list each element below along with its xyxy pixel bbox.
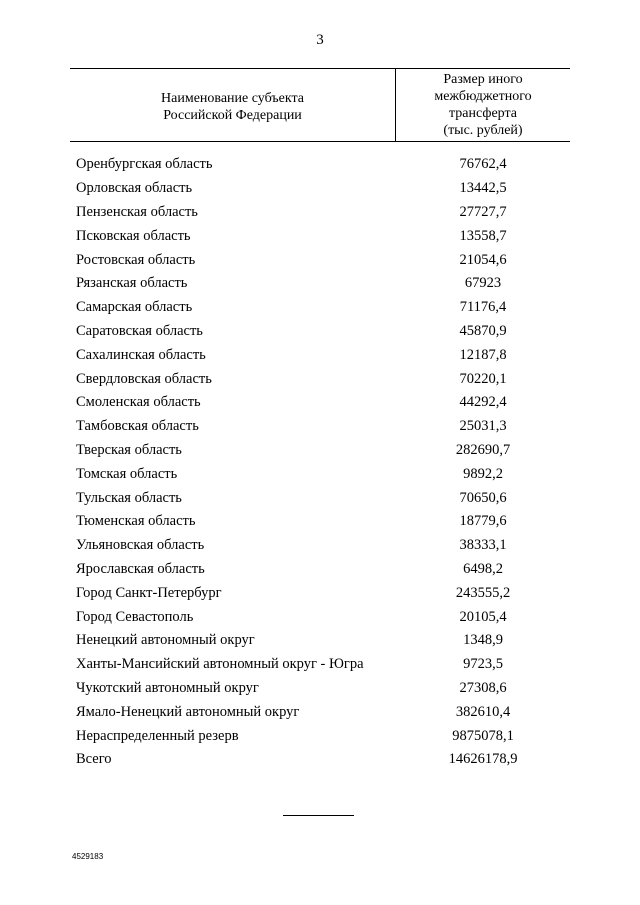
transfer-amount-cell: 9723,5 bbox=[463, 656, 503, 673]
transfer-amount-cell: 6498,2 bbox=[463, 560, 503, 577]
subject-name-cell: Ненецкий автономный округ bbox=[76, 632, 255, 649]
table-row bbox=[76, 653, 570, 677]
transfer-amount-cell: 12187,8 bbox=[459, 346, 507, 363]
transfer-amount-cell: 9875078,1 bbox=[452, 727, 514, 744]
subject-name-cell: Тамбовская область bbox=[76, 418, 199, 435]
subject-name-cell: Томская область bbox=[76, 465, 178, 482]
header-transfer-amount-line: (тыс. рублей) bbox=[443, 123, 523, 138]
table-row bbox=[76, 581, 570, 605]
header-transfer-amount bbox=[396, 69, 570, 141]
table-row bbox=[76, 248, 570, 272]
subject-name-cell: Всего bbox=[76, 751, 112, 768]
table-row bbox=[76, 177, 570, 201]
header-transfer-amount-line: Размер иного bbox=[443, 72, 523, 87]
subject-name-cell: Тверская область bbox=[76, 441, 182, 458]
table-row bbox=[76, 677, 570, 701]
transfer-amount-cell: 282690,7 bbox=[455, 441, 511, 458]
table-row bbox=[76, 296, 570, 320]
subject-name-cell: Псковская область bbox=[76, 227, 191, 244]
end-divider bbox=[283, 815, 354, 816]
page-number: 3 bbox=[316, 32, 324, 48]
table-header bbox=[70, 68, 570, 142]
transfer-amount-cell: 14626178,9 bbox=[448, 751, 518, 768]
transfer-amount-cell: 27308,6 bbox=[459, 679, 507, 696]
header-subject-name-line: Российской Федерации bbox=[163, 108, 302, 123]
subject-name-cell: Орловская область bbox=[76, 180, 193, 197]
header-subject-name bbox=[70, 69, 396, 141]
table-row bbox=[76, 534, 570, 558]
table-row bbox=[76, 320, 570, 344]
subject-name-cell: Ямало-Ненецкий автономный округ bbox=[76, 703, 300, 720]
table-row bbox=[76, 153, 570, 177]
subject-name-cell: Рязанская область bbox=[76, 275, 188, 292]
transfer-amount-cell: 38333,1 bbox=[459, 537, 507, 554]
transfer-amount-cell: 9892,2 bbox=[463, 465, 503, 482]
transfer-amount-cell: 382610,4 bbox=[455, 703, 511, 720]
subject-name-cell: Чукотский автономный округ bbox=[76, 679, 259, 696]
subject-name-cell: Тюменская область bbox=[76, 513, 196, 530]
document-id: 4529183 bbox=[72, 852, 104, 861]
subject-name-cell: Ульяновская область bbox=[76, 537, 205, 554]
table-row bbox=[76, 724, 570, 748]
table-row bbox=[76, 748, 570, 772]
table-row bbox=[76, 415, 570, 439]
transfer-amount-cell: 13558,7 bbox=[459, 227, 507, 244]
header-transfer-amount-line: трансферта bbox=[449, 106, 517, 121]
table-body bbox=[76, 153, 570, 772]
table-row bbox=[76, 367, 570, 391]
subject-name-cell: Город Севастополь bbox=[76, 608, 194, 625]
table-row bbox=[76, 439, 570, 463]
table-row bbox=[76, 343, 570, 367]
table-row bbox=[76, 700, 570, 724]
transfer-amount-cell: 70650,6 bbox=[459, 489, 507, 506]
transfer-amount-cell: 76762,4 bbox=[459, 156, 507, 173]
transfer-amount-cell: 21054,6 bbox=[459, 251, 507, 268]
table-row bbox=[76, 558, 570, 582]
table-row bbox=[76, 391, 570, 415]
transfer-amount-cell: 20105,4 bbox=[459, 608, 507, 625]
subject-name-cell: Свердловская область bbox=[76, 370, 212, 387]
header-subject-name-line: Наименование субъекта bbox=[161, 91, 304, 106]
table-row bbox=[76, 201, 570, 225]
transfer-amount-cell: 13442,5 bbox=[459, 180, 507, 197]
header-transfer-amount-line: межбюджетного bbox=[434, 89, 532, 104]
transfer-amount-cell: 27727,7 bbox=[459, 203, 507, 220]
table-row bbox=[76, 224, 570, 248]
transfer-amount-cell: 45870,9 bbox=[459, 322, 507, 339]
table-row bbox=[76, 510, 570, 534]
transfer-amount-cell: 67923 bbox=[464, 275, 502, 292]
table-row bbox=[76, 605, 570, 629]
transfer-amount-cell: 71176,4 bbox=[459, 299, 507, 316]
subject-name-cell: Город Санкт-Петербург bbox=[76, 584, 222, 601]
subject-name-cell: Пензенская область bbox=[76, 203, 198, 220]
transfer-amount-cell: 70220,1 bbox=[459, 370, 507, 387]
table-row bbox=[76, 629, 570, 653]
subject-name-cell: Саратовская область bbox=[76, 322, 203, 339]
transfer-amount-cell: 44292,4 bbox=[459, 394, 507, 411]
table-row bbox=[76, 272, 570, 296]
subject-name-cell: Ростовская область bbox=[76, 251, 196, 268]
transfer-amount-cell: 18779,6 bbox=[459, 513, 507, 530]
subject-name-cell: Тульская область bbox=[76, 489, 182, 506]
transfer-amount-cell: 25031,3 bbox=[459, 418, 507, 435]
subject-name-cell: Ханты-Мансийский автономный округ - Югра bbox=[76, 656, 364, 673]
table-row bbox=[76, 462, 570, 486]
transfer-amount-cell: 243555,2 bbox=[455, 584, 511, 601]
subject-name-cell: Оренбургская область bbox=[76, 156, 213, 173]
subject-name-cell: Смоленская область bbox=[76, 394, 201, 411]
subject-name-cell: Сахалинская область bbox=[76, 346, 206, 363]
subject-name-cell: Нераспределенный резерв bbox=[76, 727, 239, 744]
subject-name-cell: Ярославская область bbox=[76, 560, 205, 577]
table-row bbox=[76, 486, 570, 510]
transfer-amount-cell: 1348,9 bbox=[463, 632, 503, 649]
subject-name-cell: Самарская область bbox=[76, 299, 193, 316]
